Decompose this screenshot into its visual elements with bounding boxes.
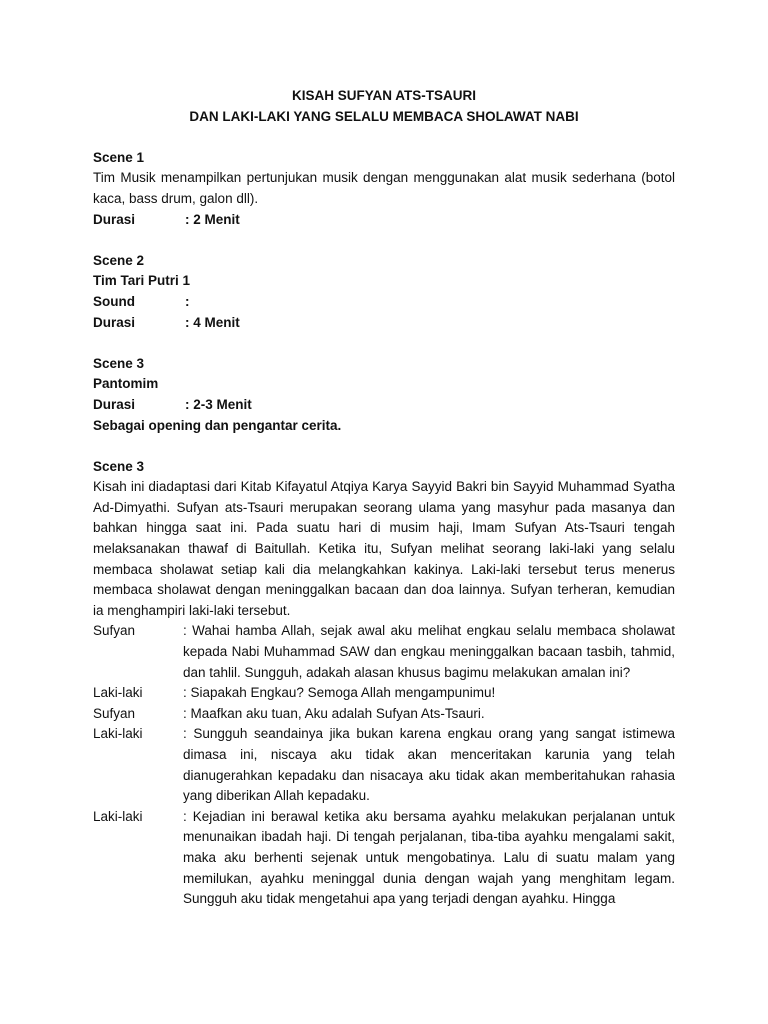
dialogue-speaker: Laki-laki — [93, 685, 143, 701]
scene-1-heading: Scene 1 — [93, 149, 145, 165]
spacer — [93, 333, 675, 354]
scene-1-durasi — [93, 210, 675, 231]
dialogue-line: : Maafkan aku tuan, Aku adalah Sufyan Ats-Tsauri. — [183, 705, 485, 721]
dialogue-row — [93, 621, 675, 683]
scene-3b-narrative: Kisah ini diadaptasi dari Kitab Kifayatul Atqiya Karya Sayyid Bakri bin Sayyid Muhammad Syatha Ad-Dimyathi. Sufyan ats-Tsauri merupakan seorang ulama yang masyhur pada masanya dan bahkan hingga saat ini. Pada suatu hari di musim haji, Imam Sufyan Ats-Tsauri tengah melaksanakan thawaf di Baitullah. Ketika itu, Sufyan melihat seorang laki-laki yang selalu membaca sholawat setiap kali dia melangkahkan kakinya. Laki-laki tersebut terus menerus membaca sholawat dengan meninggalkan bacaan dan doa lainnya. Sufyan terheran, kemudian ia menghampiri laki-laki tersebut. — [93, 479, 675, 618]
scene-2-team: Tim Tari Putri 1 — [93, 273, 191, 289]
title-line-2: DAN LAKI-LAKI YANG SELALU MEMBACA SHOLAWAT NABI — [189, 108, 579, 124]
dialogue-line: : Siapakah Engkau? Semoga Allah mengampunimu! — [183, 685, 496, 701]
sound-label: Sound — [93, 293, 135, 309]
dialogue-line: : Wahai hamba Allah, sejak awal aku melihat engkau selalu membaca sholawat kepada Nabi Muhammad SAW dan engkau meninggalkan bacaan tasbih, tahmid, dan tahlil. Sungguh, adakah alasan khusus bagimu melakukan amalan ini? — [183, 623, 675, 680]
dialogue-row — [93, 683, 675, 704]
scene-2-sound — [93, 292, 675, 313]
dialogue-line: : Kejadian ini berawal ketika aku bersama ayahku melakukan perjalanan untuk menunaikan ibadah haji. Di tengah perjalanan, tiba-tiba ayahku mengalami sakit, maka aku berhenti sejenak untuk mengobatinya. Lalu di suatu malam yang memilukan, ayahku meninggal dunia dengan wajah yang menghitam legam. Sungguh aku tidak mengetahui apa yang terjadi dengan ayahku. Hingga — [183, 808, 675, 907]
scene-3a-heading: Scene 3 — [93, 355, 145, 371]
durasi-value: : 2-3 Menit — [185, 396, 252, 412]
scene-3a-note: Sebagai opening dan pengantar cerita. — [93, 417, 342, 433]
dialogue-speaker: Sufyan — [93, 623, 136, 639]
spacer — [93, 127, 675, 148]
dialogue-row — [93, 807, 675, 910]
scene-2-heading: Scene 2 — [93, 252, 145, 268]
dialogue-speaker: Laki-laki — [93, 726, 143, 742]
scene-1-text: Tim Musik menampilkan pertunjukan musik dengan menggunakan alat musik sederhana (botol kaca, bass drum, galon dll). — [93, 170, 675, 206]
document-body — [93, 86, 675, 910]
scene-3b-heading: Scene 3 — [93, 458, 145, 474]
spacer — [93, 436, 675, 457]
dialogue-row — [93, 724, 675, 806]
durasi-label: Durasi — [93, 314, 136, 330]
dialogue-speaker: Sufyan — [93, 705, 136, 721]
sound-value: : — [185, 293, 190, 309]
durasi-label: Durasi — [93, 211, 136, 227]
title-line-1: KISAH SUFYAN ATS-TSAURI — [291, 88, 476, 103]
dialogue-speaker: Laki-laki — [93, 808, 143, 824]
spacer — [93, 230, 675, 251]
scene-3a-durasi — [93, 395, 675, 416]
dialogue-row — [93, 704, 675, 725]
dialogue-line: : Sungguh seandainya jika bukan karena engkau orang yang sangat istimewa dimasa ini, niscaya aku tidak akan menceritakan karunia yang telah dianugerahkan kepadaku dan nisacaya aku tidak akan memberitahukan rahasia yang diberikan Allah kepadaku. — [183, 726, 675, 804]
durasi-value: : 4 Menit — [185, 314, 240, 330]
durasi-label: Durasi — [93, 396, 136, 412]
scene-2-durasi — [93, 313, 675, 334]
scene-3a-act: Pantomim — [93, 376, 159, 392]
durasi-value: : 2 Menit — [185, 211, 240, 227]
